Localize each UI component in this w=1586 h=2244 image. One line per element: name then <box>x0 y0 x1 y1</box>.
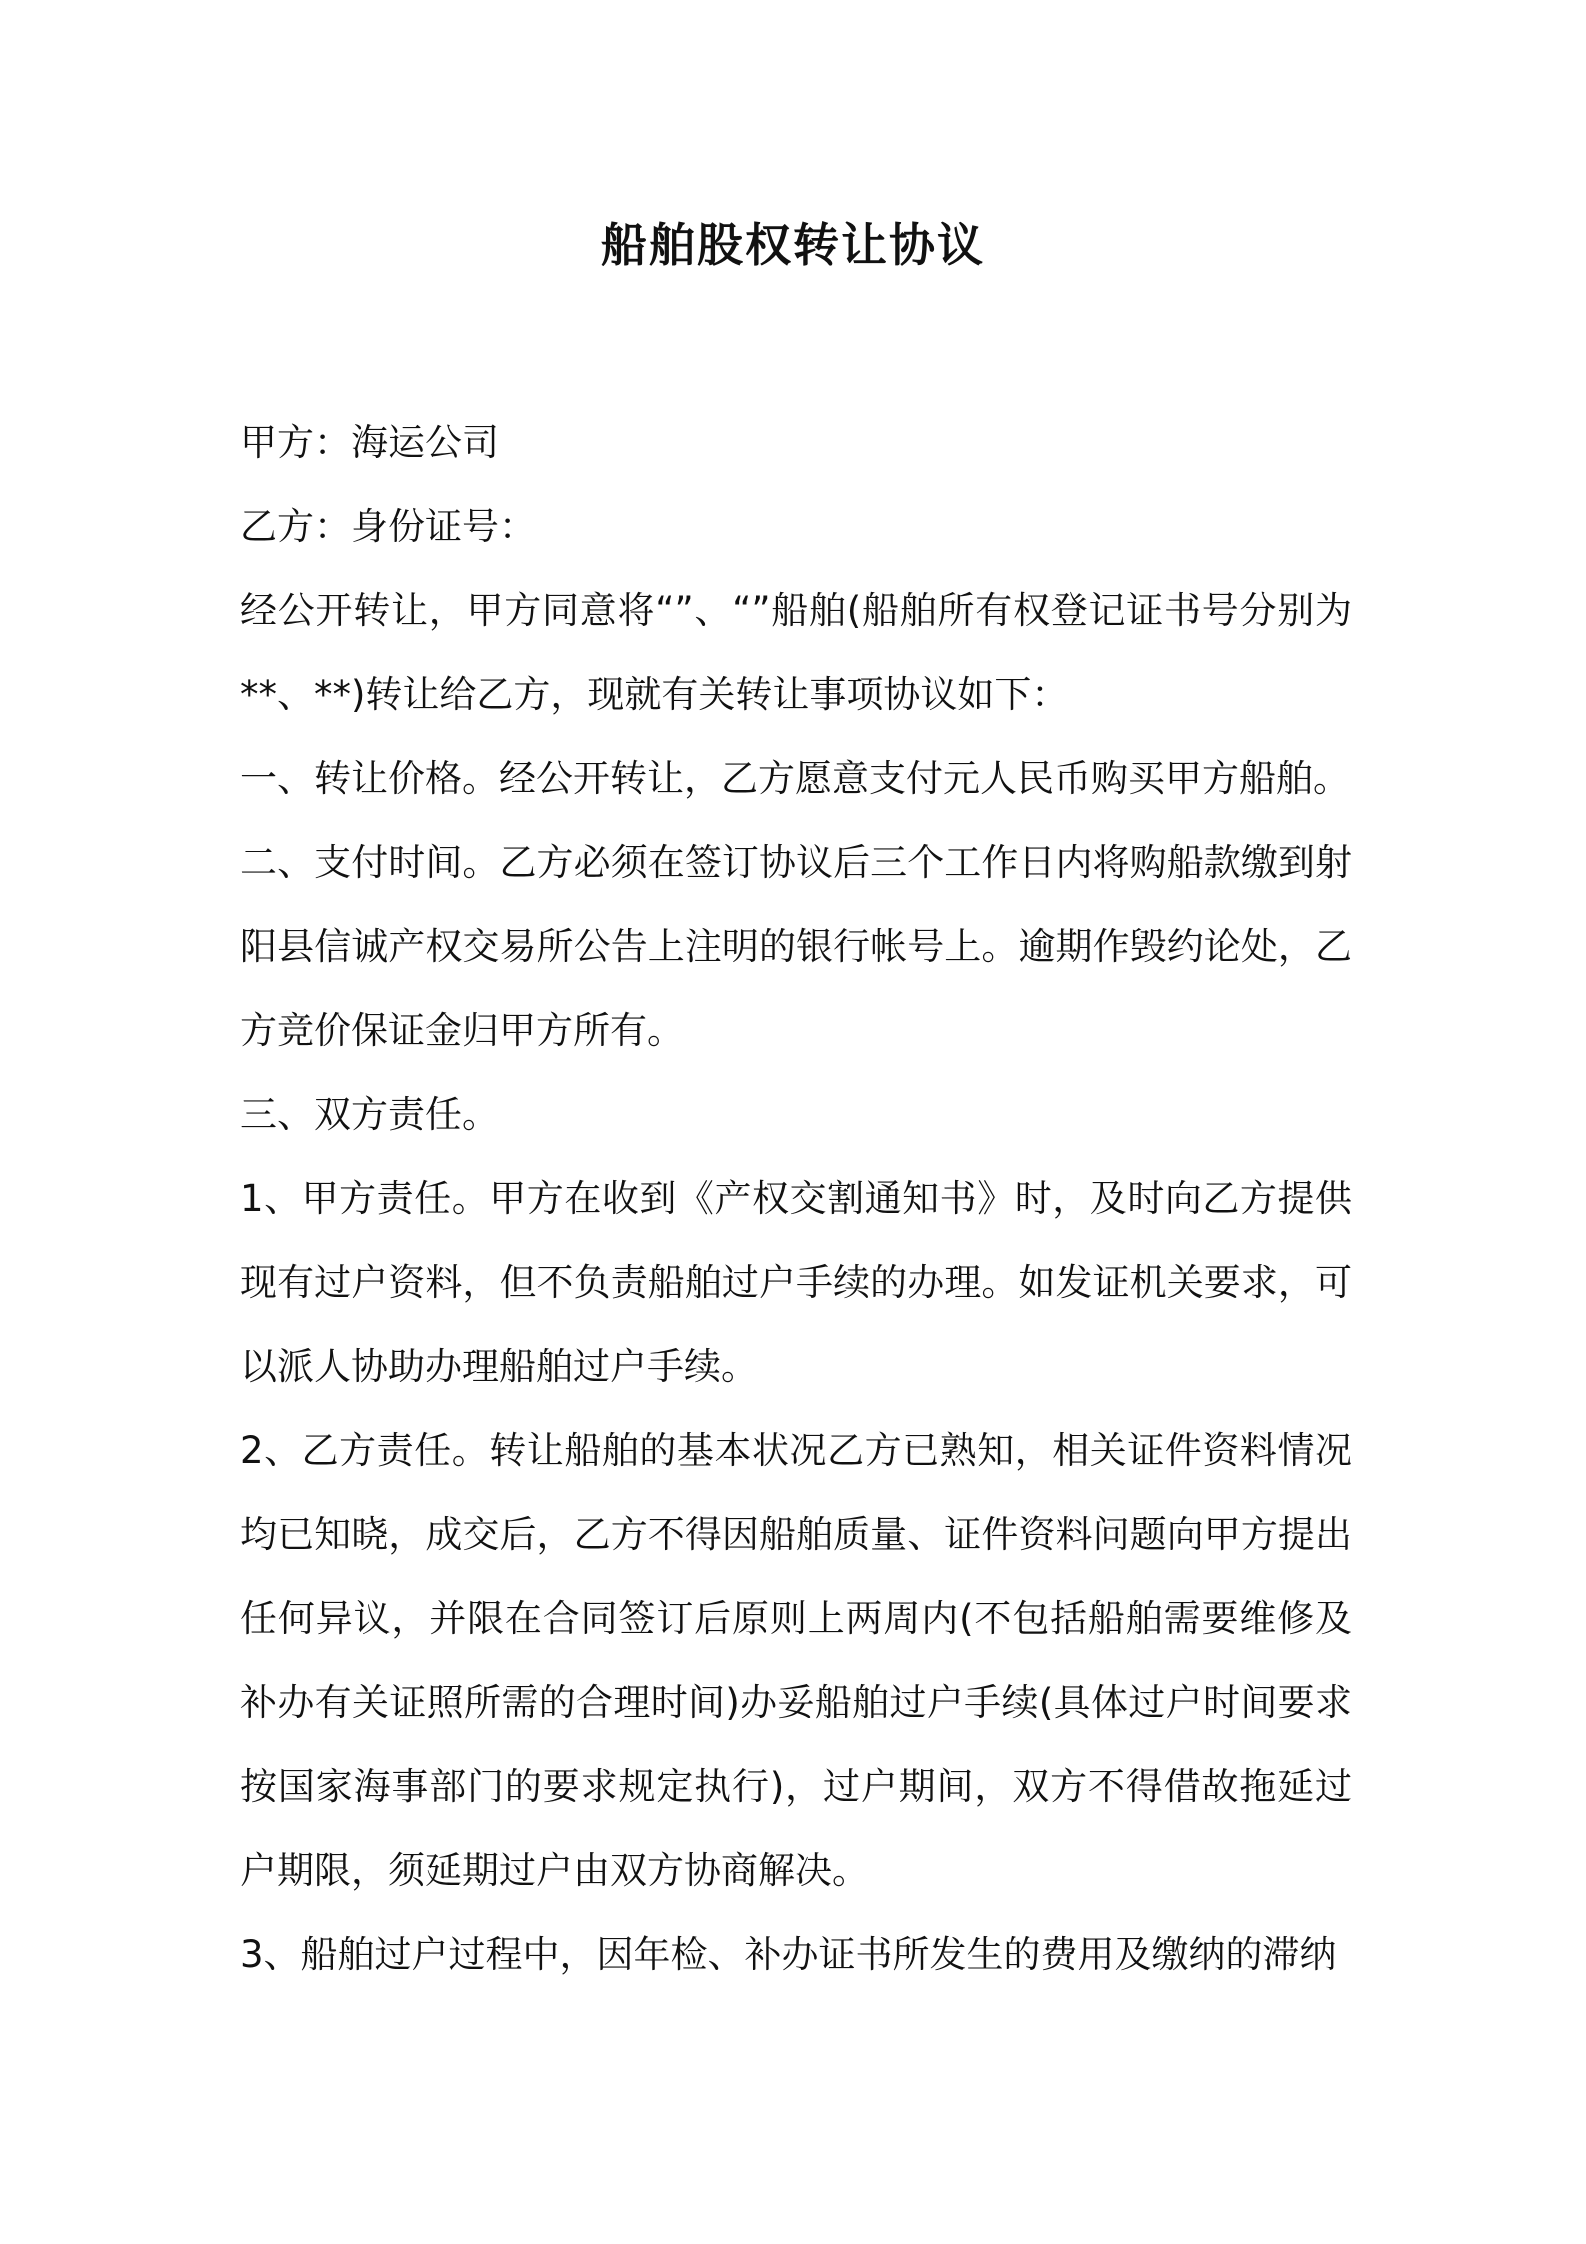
clause-responsibilities-heading: 三、双方责任。 <box>240 1093 499 1136</box>
clause-payment-time: 二、支付时间。乙方必须在签订协议后三个工作日内将购船款缴到射阳县信诚产权交易所公告上注明的银行帐号上。逾期作毁约论处，乙方竞价保证金归甲方所有。 <box>240 841 1352 1052</box>
clause-price: 一、转让价格。经公开转让，乙方愿意支付元人民币购买甲方船舶。 <box>240 757 1350 800</box>
clause-party-b-responsibility: 2、乙方责任。转让船舶的基本状况乙方已熟知，相关证件资料情况均已知晓，成交后，乙方不得因船舶质量、证件资料问题向甲方提出任何异议，并限在合同签订后原则上两周内(不包括船舶需要维修及补办有关证照所需的合理时间)办妥船舶过户手续(具体过户时间要求按国家海事部门的要求规定执行)，过户期间，双方不得借故拖延过户期限，须延期过户由双方协商解决。 <box>240 1429 1352 1892</box>
party-b: 乙方：身份证号： <box>240 505 536 548</box>
party-a: 甲方：海运公司 <box>240 421 499 464</box>
clause-transfer-fees: 3、船舶过户过程中，因年检、补办证书所发生的费用及缴纳的滞纳 <box>240 1933 1337 1976</box>
clause-party-a-responsibility: 1、甲方责任。甲方在收到《产权交割通知书》时，及时向乙方提供现有过户资料，但不负责船舶过户手续的办理。如发证机关要求，可以派人协助办理船舶过户手续。 <box>240 1177 1352 1388</box>
preamble-paragraph: 经公开转让，甲方同意将“”、“”船舶(船舶所有权登记证书号分别为**、**)转让给乙方，现就有关转让事项协议如下： <box>240 589 1352 716</box>
document-body <box>240 401 1352 1997</box>
document-title: 船舶股权转让协议 <box>601 218 985 272</box>
